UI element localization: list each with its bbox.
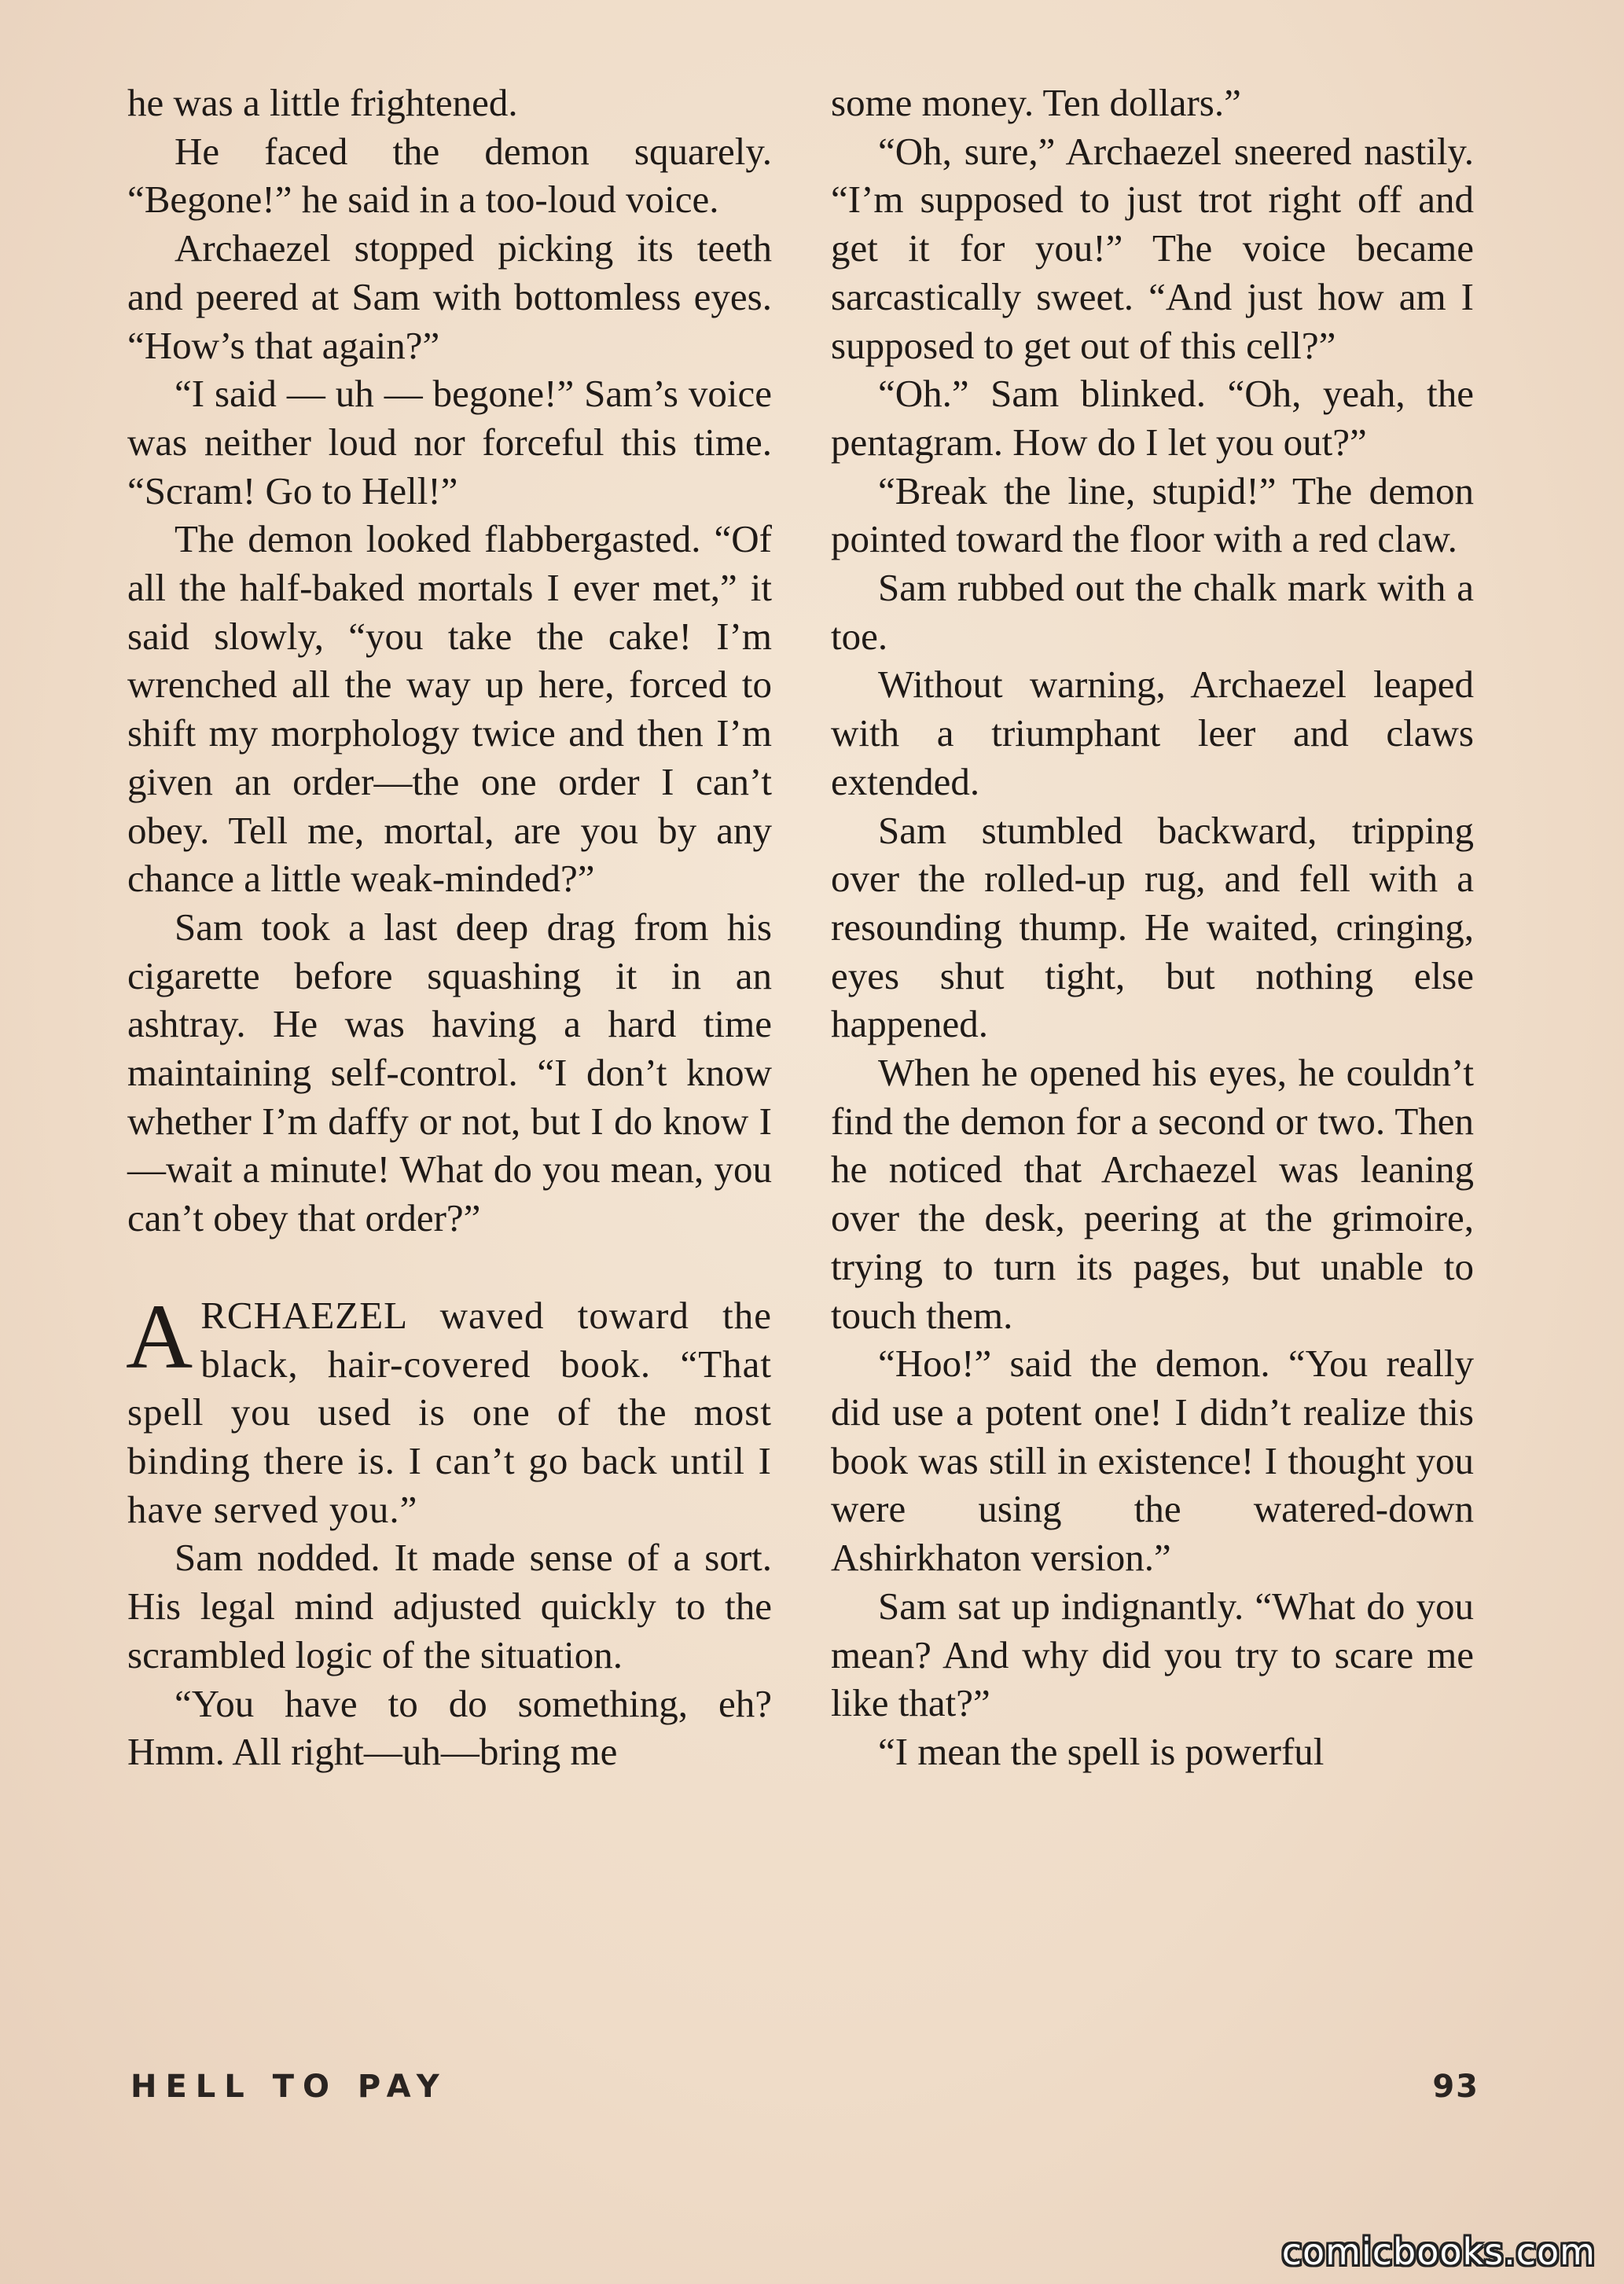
paragraph: Sam sat up indignantly. “What do you mean? And why did you try to scare me like that?” — [831, 1584, 1474, 1725]
page-number: 93 — [1432, 2069, 1479, 2105]
paragraph: The demon looked flabbergasted. “Of all the half-baked mortals I ever met,” it said slowly, “you take the cake! I’m wrenched all the way up here, forced to shift my morphology twice and then I’m given an order—the one order I can’t obey. Tell me, mortal, are you by any chance a little weak-minded?” — [127, 517, 772, 901]
paragraph: he was a little frightened. — [127, 81, 518, 124]
site-watermark: comicbooks.com — [1281, 2231, 1596, 2273]
paragraph: “You have to do something, eh? Hmm. All right—uh—bring me — [127, 1681, 772, 1774]
paragraph: Sam rubbed out the chalk mark with a toe. — [831, 566, 1474, 658]
paragraph: “I said — uh — begone!” Sam’s voice was neither loud nor forceful this time. “Scram! Go to Hell!” — [127, 372, 772, 512]
paragraph: When he opened his eyes, he couldn’t find the demon for a second or two. Then he noticed that Archaezel was leaning over the desk, peering at the grimoire, trying to turn its pages, but unable to touch them. — [831, 1051, 1474, 1337]
paragraph: “Hoo!” said the demon. “You really did use a potent one! I didn’t realize this book was still in existence! I thought you were using the watered-down Ashirkhaton version.” — [831, 1342, 1474, 1580]
running-title: HELL TO PAY — [130, 2069, 448, 2105]
paragraph: He faced the demon squarely. “Begone!” he said in a too-loud voice. — [127, 129, 772, 222]
paragraph: Without warning, Archaezel leaped with a triumphant leer and claws extended. — [831, 663, 1474, 803]
section-break — [127, 1243, 772, 1291]
text-column-right — [831, 79, 1474, 1776]
dropcap-paragraph-text: RCHAEZEL waved toward the black, hair-covered book. “That spell you used is one of the most binding there is. I can’t go back until I have served you.” — [127, 1293, 772, 1531]
paragraph: Sam took a last deep drag from his cigarette before squashing it in an ashtray. He was having a hard time maintaining self-control. “I don’t know whether I’m daffy or not, but I do know I—wait a minute! What do you mean, you can’t obey that order?” — [127, 905, 772, 1240]
page-footer — [130, 2069, 1479, 2116]
paragraph: “Break the line, stupid!” The demon pointed toward the floor with a red claw. — [831, 468, 1474, 561]
paragraph: Archaezel stopped picking its teeth and peered at Sam with bottomless eyes. “How’s that again?” — [127, 226, 772, 367]
drop-cap: A — [126, 1284, 193, 1388]
paragraph: “Oh, sure,” Archaezel sneered nastily. “I’m supposed to just trot right off and get it for you!” The voice became sarcastically sweet. “And just how am I supposed to get out of this cell?” — [831, 129, 1474, 367]
paragraph: “I mean the spell is powerful — [878, 1729, 1325, 1773]
paragraph: some money. Ten dollars.” — [831, 81, 1241, 124]
paragraph: Sam stumbled backward, tripping over the rolled-up rug, and fell with a resounding thump. He waited, cringing, eyes shut tight, but nothing else happened. — [831, 808, 1474, 1046]
paragraph: “Oh.” Sam blinked. “Oh, yeah, the pentagram. How do I let you out?” — [831, 372, 1474, 464]
text-column-left — [127, 79, 772, 1776]
paragraph: Sam nodded. It made sense of a sort. His legal mind adjusted quickly to the scrambled logic of the situation. — [127, 1536, 772, 1676]
paragraph-with-dropcap — [126, 1284, 772, 1534]
